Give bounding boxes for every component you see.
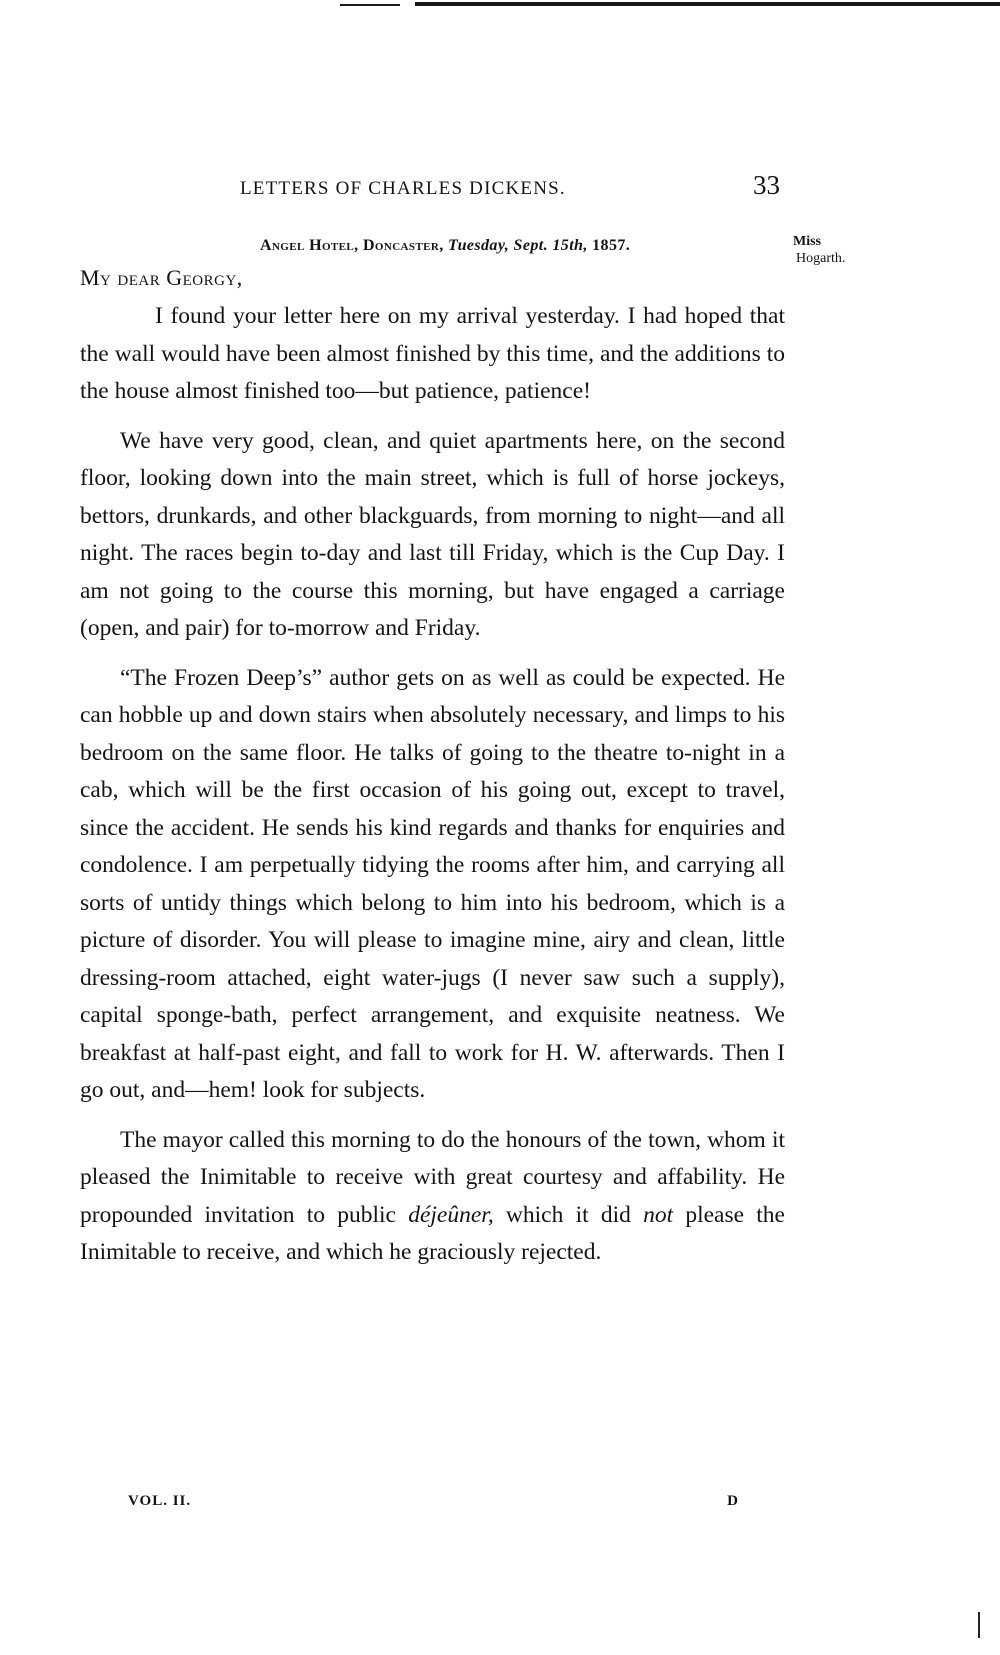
paragraph-4-text-1: The mayor called this morning to do the honours of the town, whom it pleased the Inimitable to receive with great courtesy and affability. He propounded invitation to public [80, 1126, 785, 1228]
side-note-line-1: Miss [793, 234, 821, 249]
letter-date: Tuesday, Sept. 15th, [448, 237, 588, 254]
paragraph-4-italic-2: not [643, 1201, 674, 1228]
paragraph-4-text-2: which it did [493, 1201, 644, 1228]
scan-edge-mark [978, 1612, 980, 1638]
paragraph-3: “The Frozen Deep’s” author gets on as well as could be expected. He can hobble up and down stairs when absolutely necessary, and limps to his bedroom on the same floor. He talks of going to the theatre to-night in a cab, which will be the first occasion of his going out, except to travel, since the accident. He sends his kind regards and thanks for enquiries and condolence. I am perpetually tidying the rooms after him, and carrying all sorts of untidy things which belong to him into his bedroom, which is a picture of disorder. You will please to imagine mine, airy and clean, little dressing-room attached, eight water-jugs (I never saw such a supply), capital sponge-bath, perfect arrangement, and exquisite neatness. We breakfast at half-past eight, and fall to work for H. W. afterwards. Then I go out, and—hem! look for subjects. [80, 664, 785, 1103]
scan-edge-dash [340, 4, 400, 6]
letter-heading [260, 237, 630, 255]
paragraph-2: We have very good, clean, and quiet apartments here, on the second floor, looking down into the main street, which is full of horse jockeys, bettors, drunkards, and other blackguards, from morning to night—and all night. The races begin to-day and last till Friday, which is the Cup Day. I am not going to the course this morning, but have engaged a carriage (open, and pair) for to-morrow and Friday. [80, 427, 785, 641]
page-footer [128, 1493, 738, 1523]
page-number: 33 [753, 170, 780, 200]
paragraph-4 [80, 1122, 785, 1272]
letter-year: 1857. [592, 237, 631, 254]
paragraph-1: I found your letter here on my arrival yesterday. I had hoped that the wall would have been almost finished by this time, and the additions to the house almost finished too—but patience, patience! [80, 303, 785, 404]
paragraph-4-text-3: please the Inimitable to receive, and which he graciously rejected. [80, 1201, 785, 1265]
salutation: My dear Georgy, [80, 265, 243, 290]
letter-place: Angel Hotel, Doncaster, [260, 237, 444, 254]
paragraph-4-italic-1: déjeûner, [408, 1201, 494, 1228]
volume-signature: VOL. II. [128, 1493, 192, 1509]
side-note [793, 233, 845, 267]
letter-body [80, 298, 785, 1284]
side-note-line-2: Hogarth. [796, 251, 846, 266]
page-header [240, 170, 780, 210]
running-title: LETTERS OF CHARLES DICKENS. [240, 178, 566, 199]
scan-edge-line [415, 2, 1000, 6]
signature-mark: D [727, 1493, 738, 1509]
